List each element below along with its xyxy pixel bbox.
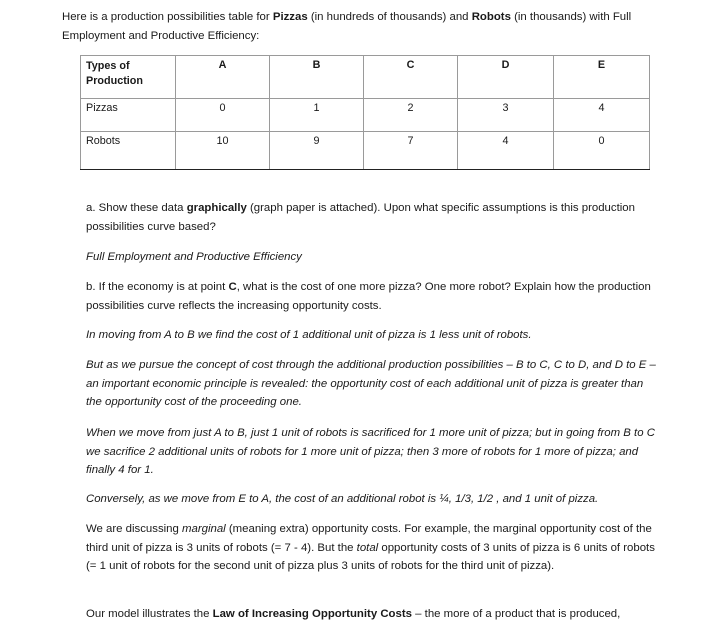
answer-b-paragraph-1: In moving from A to B we find the cost of 1 additional unit of pizza is 1 less unit of robots. xyxy=(86,329,532,341)
total-italic: total xyxy=(356,541,379,554)
intro-text: Here is a production possibilities table for xyxy=(62,11,273,23)
question-text: , what is the cost of one more pizza? One more robot? Explain how the production possibilities curve reflects the increasing opportunity costs. xyxy=(86,281,651,312)
intro-text: (in thousands) with Full Employment and Productive Efficiency: xyxy=(62,11,632,42)
production-possibilities-table xyxy=(80,55,650,170)
table-cell: 3 xyxy=(458,99,554,132)
column-header-c: C xyxy=(364,56,458,99)
table-cell: 2 xyxy=(364,99,458,132)
table-cell: 1 xyxy=(270,99,364,132)
point-c-bold: C xyxy=(228,281,237,293)
paragraph-text: Our model illustrates the xyxy=(86,608,213,620)
answer-b-paragraph-2: But as we pursue the concept of cost through the additional production possibilities – B to C, C to D, and D to E – an important economic principle is revealed: the opportunity cost of each additional unit of pizza is greater than the opportunity cost of the proceeding one. xyxy=(86,359,656,408)
paragraph-text: opportunity costs of 3 units of pizza is 6 units of robots (= 1 unit of robots for the second unit of pizza plus 3 units of robots for the third unit of pizza). xyxy=(86,541,655,572)
column-header-e: E xyxy=(554,56,650,99)
marginal-italic: marginal xyxy=(182,523,226,535)
graphically-bold: graphically xyxy=(186,202,247,214)
table-row-robots xyxy=(81,132,650,170)
table-cell: 9 xyxy=(270,132,364,170)
table-cell: 10 xyxy=(176,132,270,170)
table-cell: 4 xyxy=(554,99,650,132)
column-header-a: A xyxy=(176,56,270,99)
intro-text: (in hundreds of thousands) and xyxy=(307,11,472,23)
answer-a: Full Employment and Productive Efficiency xyxy=(86,251,302,263)
question-a xyxy=(86,199,656,236)
paragraph-text: – the more of a product that is produced, xyxy=(411,608,621,620)
law-bold: Law of Increasing Opportunity Costs xyxy=(212,608,412,620)
table-row-pizzas xyxy=(81,99,650,132)
row-label: Robots xyxy=(81,132,176,170)
table-cell: 4 xyxy=(458,132,554,170)
marginal-paragraph xyxy=(86,520,656,576)
table-cell: 0 xyxy=(176,99,270,132)
question-b xyxy=(86,278,656,315)
question-text: b. If the economy is at point xyxy=(86,281,229,293)
paragraph-text: (meaning extra) opportunity costs. For example, the marginal opportunity cost of the third unit of pizza is 3 units of robots (= 7 - 4). But the xyxy=(86,523,652,554)
paragraph-text: We are discussing xyxy=(86,523,183,535)
table-header-row xyxy=(81,56,650,99)
question-text: (graph paper is attached). Upon what specific assumptions is this production possibilities curve based? xyxy=(86,202,635,233)
corner-label: Types of Production xyxy=(81,56,176,99)
answer-b-paragraph-3: When we move from just A to B, just 1 unit of robots is sacrificed for 1 more unit of pizza; but in going from B to C we sacrifice 2 additional units of robots for 1 more unit of pizza; then 3 more of robots for 1 more of pizza; and finally 4 for 1. xyxy=(86,427,655,476)
table-cell: 0 xyxy=(554,132,650,170)
column-header-b: B xyxy=(270,56,364,99)
column-header-d: D xyxy=(458,56,554,99)
robots-bold: Robots xyxy=(471,11,511,23)
answer-b-paragraph-4: Conversely, as we move from E to A, the cost of an additional robot is ¼, 1/3, 1/2 , and 1 unit of pizza. xyxy=(86,493,599,505)
question-text: a. Show these data xyxy=(86,202,187,214)
row-label: Pizzas xyxy=(81,99,176,132)
pizzas-bold: Pizzas xyxy=(272,11,308,23)
law-paragraph xyxy=(86,605,656,624)
intro-paragraph xyxy=(62,8,662,45)
table-cell: 7 xyxy=(364,132,458,170)
